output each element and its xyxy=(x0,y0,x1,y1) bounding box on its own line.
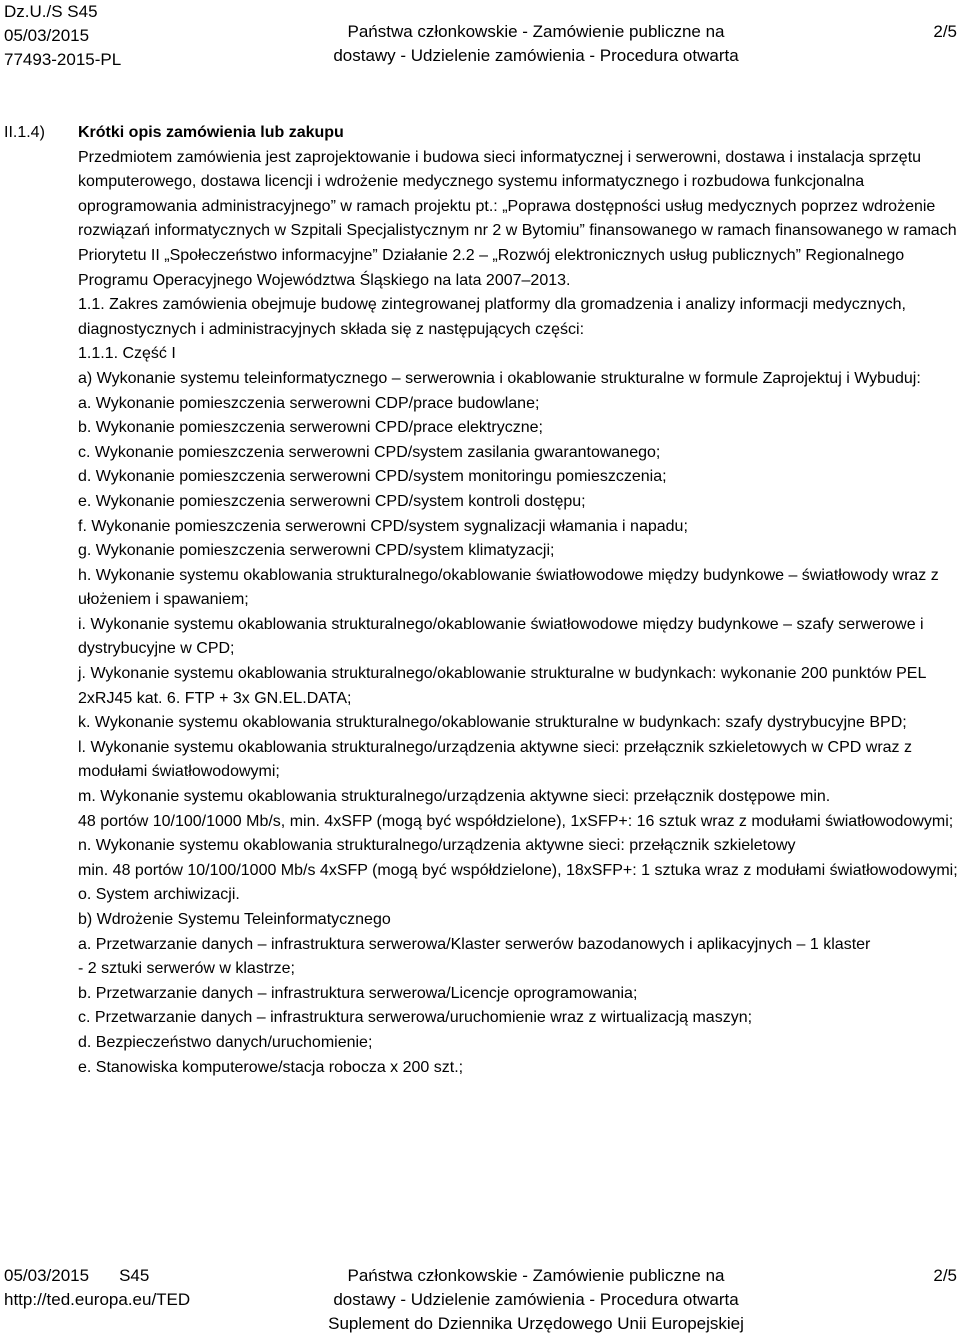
paragraph: e. Wykonanie pomieszczenia serwerowni CPD/system kontroli dostępu; xyxy=(78,492,586,510)
paragraph: 1.1.1. Część I xyxy=(78,345,176,363)
paragraph: 48 portów 10/100/1000 Mb/s, min. 4xSFP (mogą być współdzielone), 1xSFP+: 16 sztuk wraz z modułami światłowodowymi; xyxy=(78,812,954,830)
paragraph: j. Wykonanie systemu okablowania strukturalnego/okablowanie strukturalne w budynkach: wykonanie 200 punktów PEL 2xRJ45 kat. 6. FTP + 3x GN.EL.DATA; xyxy=(78,665,926,707)
footer-title-line-2: dostawy - Udzielenie zamówienia - Procedura otwarta xyxy=(333,1290,739,1309)
publication-date: 05/03/2015 xyxy=(4,26,90,45)
paragraph: h. Wykonanie systemu okablowania strukturalnego/okablowanie światłowodowe między budynkowe – światłowody wraz z ułożeniem i spawaniem; xyxy=(78,566,939,609)
header-title-line-1: Państwa członkowskie - Zamówienie publiczne na xyxy=(347,22,725,41)
footer-issue: S45 xyxy=(119,1266,150,1285)
paragraph-list xyxy=(78,146,958,1081)
paragraph: m. Wykonanie systemu okablowania strukturalnego/urządzenia aktywne sieci: przełącznik dostępowe min. xyxy=(78,788,831,806)
paragraph: n. Wykonanie systemu okablowania strukturalnego/urządzenia aktywne sieci: przełącznik szkieletowy xyxy=(78,837,796,855)
paragraph: b. Przetwarzanie danych – infrastruktura serwerowa/Licencje oprogramowania; xyxy=(78,984,638,1002)
paragraph: d. Bezpieczeństwo danych/uruchomienie; xyxy=(78,1033,373,1051)
paragraph: a) Wykonanie systemu teleinformatycznego – serwerownia i okablowanie strukturalne w formule Zaprojektuj i Wybuduj: xyxy=(78,369,921,387)
paragraph: g. Wykonanie pomieszczenia serwerowni CPD/system klimatyzacji; xyxy=(78,542,555,560)
header-page-number: 2/5 xyxy=(933,22,957,41)
paragraph: a. Wykonanie pomieszczenia serwerowni CDP/prace budowlane; xyxy=(78,394,540,412)
paragraph: Przedmiotem zamówienia jest zaprojektowanie i budowa sieci informatycznej i serwerowni, dostawa i instalacja sprzętu komputerowego, dostawa licencji i wdrożenie medycznego systemu informatycznego i rozbudowa funkcjonalna oprogramowania administracyjnego” w ramach projektu pt.: „Poprawa dostępności usług medycznych poprzez wdrożenie rozwiązań informatycznych w Szpitali Specjalistycznym nr 2 w Bytomiu” finansowanego w ramach finansowanego w ramach Priorytetu II „Społeczeństwo informacyjne” Działanie 2.2 – „Rozwój elektronicznych usług publicznych” Regionalnego Programu Operacyjnego Województwa Śląskiego na lata 2007–2013. xyxy=(78,148,957,289)
section-title: Krótki opis zamówienia lub zakupu xyxy=(78,124,344,141)
footer-page-number: 2/5 xyxy=(933,1266,957,1285)
paragraph: l. Wykonanie systemu okablowania strukturalnego/urządzenia aktywne sieci: przełącznik szkieletowych w CPD wraz z modułami światłowodowymi; xyxy=(78,738,912,781)
paragraph: e. Stanowiska komputerowe/stacja robocza x 200 szt.; xyxy=(78,1058,464,1076)
journal-id: Dz.U./S S45 xyxy=(4,2,98,21)
header-title-line-2: dostawy - Udzielenie zamówienia - Procedura otwarta xyxy=(333,46,739,65)
paragraph: o. System archiwizacji. xyxy=(78,886,240,904)
paragraph: 1.1. Zakres zamówienia obejmuje budowę zintegrowanej platformy dla gromadzenia i analizy informacji medycznych, diagnostycznych i administracyjnych składa się z następujących części: xyxy=(78,296,906,338)
paragraph: c. Wykonanie pomieszczenia serwerowni CPD/system zasilania gwarantowanego; xyxy=(78,443,661,461)
footer-title-line-1: Państwa członkowskie - Zamówienie publiczne na xyxy=(347,1266,725,1285)
paragraph: k. Wykonanie systemu okablowania strukturalnego/okablowanie strukturalne w budynkach: szafy dystrybucyjne BPD; xyxy=(78,714,907,732)
paragraph: b. Wykonanie pomieszczenia serwerowni CPD/prace elektryczne; xyxy=(78,419,543,437)
footer-reference xyxy=(4,1264,190,1312)
header-reference xyxy=(4,0,121,72)
header-notice-type xyxy=(300,20,772,68)
section-content xyxy=(78,121,958,1080)
paragraph: i. Wykonanie systemu okablowania strukturalnego/okablowanie światłowodowe między budynkowe – szafy serwerowe i dystrybucyjne w CPD; xyxy=(78,615,924,658)
section-number: II.1.4) xyxy=(4,124,45,141)
paragraph: d. Wykonanie pomieszczenia serwerowni CPD/system monitoringu pomieszczenia; xyxy=(78,468,667,486)
footer-url[interactable]: http://ted.europa.eu/TED xyxy=(4,1290,191,1309)
footer-supplement: Suplement do Dziennika Urzędowego Unii Europejskiej xyxy=(328,1314,744,1333)
paragraph: - 2 sztuki serwerów w klastrze; xyxy=(78,960,295,978)
paragraph: min. 48 portów 10/100/1000 Mb/s 4xSFP (mogą być współdzielone), 18xSFP+: 1 sztuka wraz z modułami światłowodowymi; xyxy=(78,861,958,879)
paragraph: b) Wdrożenie Systemu Teleinformatycznego xyxy=(78,911,391,928)
paragraph: f. Wykonanie pomieszczenia serwerowni CPD/system sygnalizacji włamania i napadu; xyxy=(78,517,688,535)
footer-notice-type xyxy=(300,1264,772,1336)
paragraph: a. Przetwarzanie danych – infrastruktura serwerowa/Klaster serwerów bazodanowych i aplikacyjnych – 1 klaster xyxy=(78,935,871,953)
notice-number: 77493-2015-PL xyxy=(4,50,122,69)
paragraph: c. Przetwarzanie danych – infrastruktura serwerowa/uruchomienie wraz z wirtualizacją maszyn; xyxy=(78,1009,753,1027)
footer-date: 05/03/2015 xyxy=(4,1266,90,1285)
